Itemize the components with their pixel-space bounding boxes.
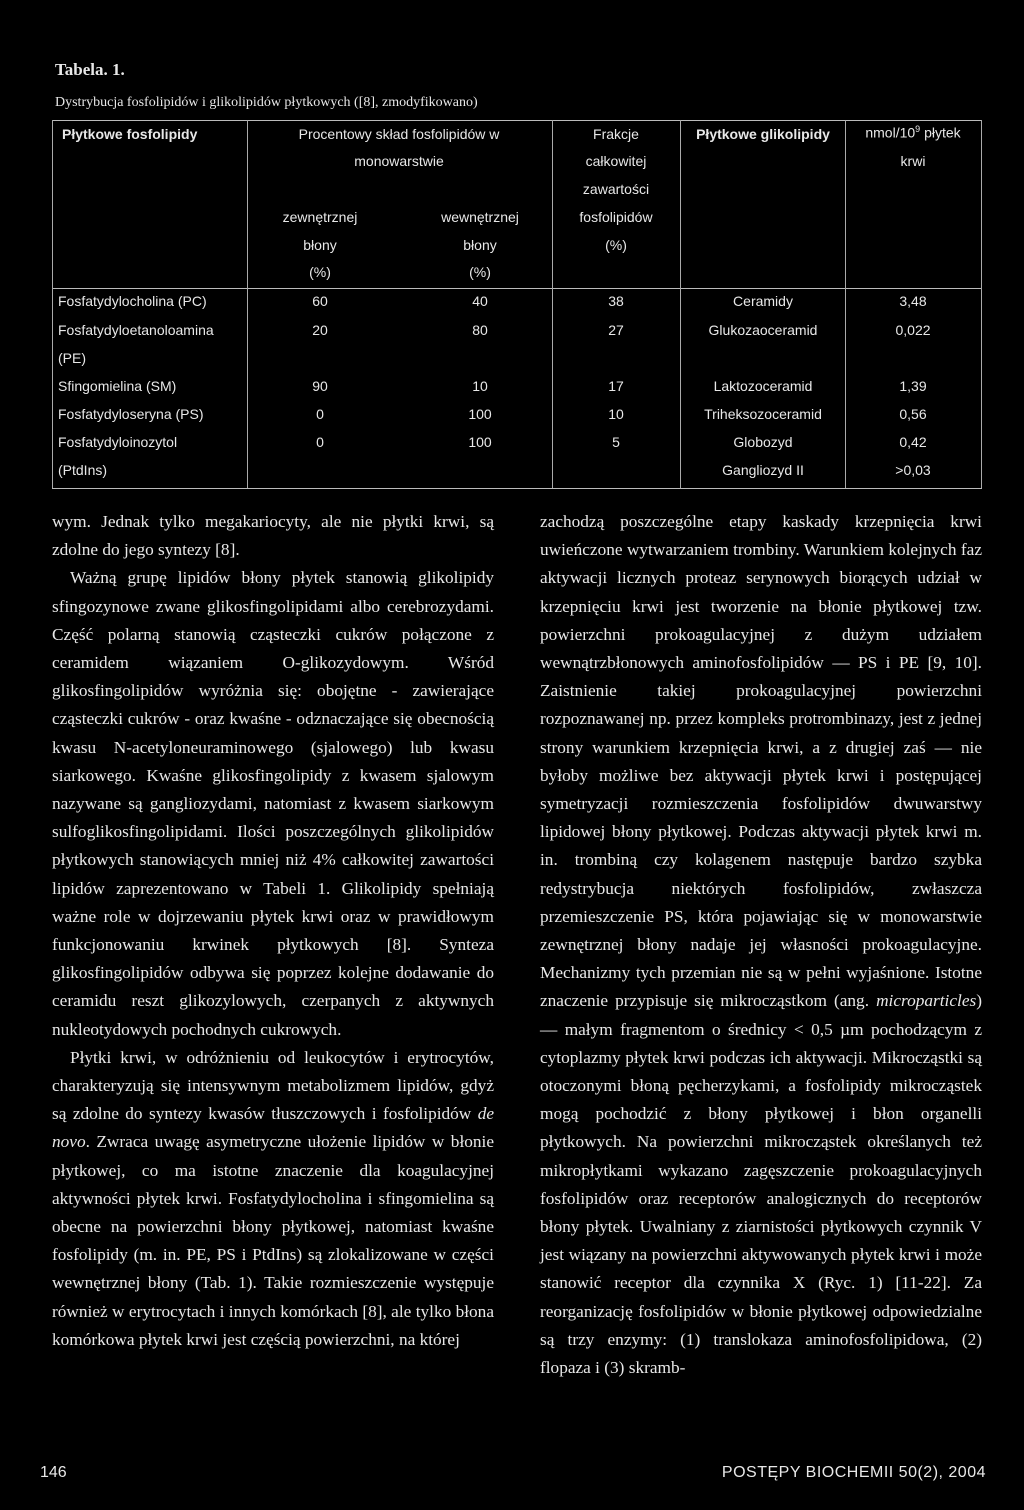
header-outer-membrane: zewnętrznej [282, 209, 358, 225]
row-nmol: 0,56 [899, 406, 927, 422]
row-name: Fosfatydyloetanoloamina [58, 322, 214, 338]
left-text-column [52, 508, 494, 1354]
row-glycolipid: Gangliozyd II [722, 462, 804, 478]
row-inner: 100 [468, 406, 492, 422]
table-header-rule [52, 288, 982, 289]
header-nmol: krwi [900, 153, 926, 169]
row-name: Fosfatydylocholina (PC) [58, 293, 207, 309]
row-nmol: 0,022 [895, 322, 931, 338]
paragraph: Ważną grupę lipidów błony płytek stanowią glikolipidy sfingozynowe zwane glikosfingolipidami albo cerebrozydami. Część polarną stanowią cząsteczki cukrów połączone z ceramidem wiązaniem O-glikozydowym. Wśród glikosfingolipidów wyróżnia się: obojętne - zawierające cząsteczki cukrów - oraz kwaśne - odznaczające się obecnością kwasu N-acetyloneuraminowego (sjalowego) lub kwasu siarkowego. Kwaśne glikosfingolipidy z kwasem sjalowym nazywane są gangliozydami, natomiast z kwasem siarkowym sulfoglikosfingolipidami. Ilości poszczególnych glikolipidów płytkowych stanowiących mniej niż 4% całkowitej zawartości lipidów zaprezentowano w Tabeli 1. Glikolipidy spełniają ważne role w dojrzewaniu płytek krwi oraz w prawidłowym funkcjonowaniu krwinek płytkowych [8]. Synteza glikosfingolipidów odbywa się poprzez kolejne dodawanie do ceramidu reszt glikozylowych, czerpanych z aktywnych nukleotydowych pochodnych cukrowych. [52, 568, 494, 1039]
row-glycolipid: Ceramidy [733, 293, 793, 309]
header-fraction: zawartości [582, 181, 650, 197]
paragraph: wym. Jednak tylko megakariocyty, ale nie płytki krwi, są zdolne do jego syntezy [8]. [52, 512, 494, 560]
row-name: Fosfatydyloseryna (PS) [58, 406, 204, 422]
row-inner: 80 [472, 322, 488, 338]
row-nmol: 0,42 [899, 434, 927, 450]
table-title: Tabela. 1. [55, 60, 125, 79]
row-inner: 10 [472, 378, 488, 394]
header-fraction: Frakcje [593, 126, 639, 142]
row-fraction: 17 [608, 378, 624, 394]
row-inner: 40 [472, 293, 488, 309]
header-glycolipids: Płytkowe glikolipidy [696, 126, 830, 142]
col-rule [981, 120, 982, 488]
col-rule [552, 120, 553, 488]
lipid-table [52, 120, 982, 490]
row-nmol: 3,48 [899, 293, 927, 309]
row-fraction: 5 [612, 434, 620, 450]
col-rule [680, 120, 681, 488]
header-fraction: (%) [605, 237, 627, 253]
header-outer-membrane: błony [303, 237, 337, 253]
header-inner-membrane: błony [463, 237, 497, 253]
row-inner: 100 [468, 434, 492, 450]
header-nmol: nmol/$10^9$ płytek [865, 124, 961, 141]
page-number: 146 [40, 1464, 67, 1481]
row-fraction: 38 [608, 293, 624, 309]
header-fraction: fosfolipidów [579, 209, 653, 225]
row-outer: 60 [312, 293, 328, 309]
row-outer: 0 [316, 406, 324, 422]
table-top-rule [52, 120, 982, 121]
table-caption: Dystrybucja fosfolipidów i glikolipidów płytkowych ([8], zmodyfikowano) [55, 95, 478, 110]
header-phospholipids: Płytkowe fosfolipidy [62, 126, 198, 142]
row-name: (PtdIns) [58, 462, 108, 478]
paragraph: zachodzą poszczególne etapy kaskady krzepnięcia krwi uwieńczone wytwarzaniem trombiny. Warunkiem kolejnych faz aktywacji licznych proteaz serynowych biorących udział w krzepnięciu krwi jest tworzenie na błonie płytkowej tzw. powierzchni prokoagulacyjnej z dużym udziałem wewnątrzbłonowych aminofosfolipidów — PS i PE [9, 10]. Zaistnienie takiej prokoagulacyjnej powierzchni rozpoznawanej np. przez kompleks protrombinazy, jest z jednej strony warunkiem krzepnięcia krwi, a z drugiej zaś — nie byłoby możliwe bez aktywacji płytek krwi i postępującej symetryzacji rozmieszczenia fosfolipidów dwuwarstwy lipidowej błony płytkowej. Podczas aktywacji płytek krwi m. in. trombiną czy kolagenem następuje bardzo szybka redystrybucja niektórych fosfolipidów, zwłaszcza przemieszczenie PS, która pojawiając się w monowarstwie zewnętrznej błony nadaje jej własności prokoagulacyjne. Mechanizmy tych przemian nie są w pełni wyjaśnione. Istotne znaczenie przypisuje się mikrocząstkom (ang. microparticles) — małym fragmentom o średnicy < 0,5 µm pochodzącym z cytoplazmy płytek krwi podczas ich aktywacji. Mikrocząstki są otoczonymi błoną pęcherzykami, a fosfolipidy mikrocząstek mogą pochodzić z błony płytkowej i błon organelli płytkowych. Na powierzchni mikrocząstek określanych też mikropłytkami wykazano zagęszczenie prokoagulacyjnych fosfolipidów oraz receptorów analogicznych do receptorów błony płytek. Uwalniany z ziarnistości płytkowych czynnik V jest wiązany na powierzchni aktywowanych płytek krwi i może stanowić receptor dla czynnika X (Ryc. 1) [11-22]. Za reorganizację fosfolipidów w błonie płytkowej odpowiedzialne są trzy enzymy: (1) translokaza aminofosfolipidowa, (2) flopaza i (3) skramb- [540, 512, 982, 1378]
row-outer: 90 [312, 378, 328, 394]
header-fraction: całkowitej [585, 153, 647, 169]
paragraph: Płytki krwi, w odróżnieniu od leukocytów i erytrocytów, charakteryzują się intensywnym metabolizmem lipidów, gdyż są zdolne do syntezy kwasów tłuszczowych i fosfolipidów de novo. Zwraca uwagę asymetryczne ułożenie lipidów w błonie płytkowej, co ma istotne znaczenie dla koagulacyjnej aktywności płytek krwi. Fosfatydylocholina i sfingomielina są obecne na powierzchni błony płytkowej, natomiast kwaśne fosfolipidy (m. in. PE, PS i PtdIns) są zlokalizowane w części wewnętrznej błony (Tab. 1). Takie rozmieszczenie występuje również w erytrocytach i innych komórkach [8], ale tylko błona komórkowa płytek krwi jest częścią powierzchni, na której [52, 1047, 494, 1349]
header-percent: Procentowy skład fosfolipidów w [298, 126, 500, 142]
header-percent: monowarstwie [354, 153, 444, 169]
row-nmol: 1,39 [899, 378, 927, 394]
row-nmol: >0,03 [895, 462, 931, 478]
row-name: Fosfatydyloinozytol [58, 434, 178, 450]
row-fraction: 10 [608, 406, 624, 422]
row-name: Sfingomielina (SM) [58, 378, 177, 394]
row-glycolipid: Glukozaoceramid [708, 322, 818, 338]
table-bottom-rule [52, 488, 982, 489]
row-fraction: 27 [608, 322, 624, 338]
col-rule [247, 120, 248, 488]
row-outer: 0 [316, 434, 324, 450]
row-glycolipid: Globozyd [733, 434, 793, 450]
row-glycolipid: Triheksozoceramid [704, 406, 822, 422]
header-inner-membrane: (%) [469, 264, 491, 280]
row-name: (PE) [58, 350, 86, 366]
col-rule [52, 120, 53, 488]
row-glycolipid: Laktozoceramid [713, 378, 813, 394]
journal-footer: POSTĘPY BIOCHEMII 50(2), 2004 [721, 1464, 986, 1481]
col-rule [845, 120, 846, 488]
header-outer-membrane: (%) [309, 264, 331, 280]
header-inner-membrane: wewnętrznej [441, 209, 519, 225]
right-text-column [540, 508, 982, 1382]
row-outer: 20 [312, 322, 328, 338]
